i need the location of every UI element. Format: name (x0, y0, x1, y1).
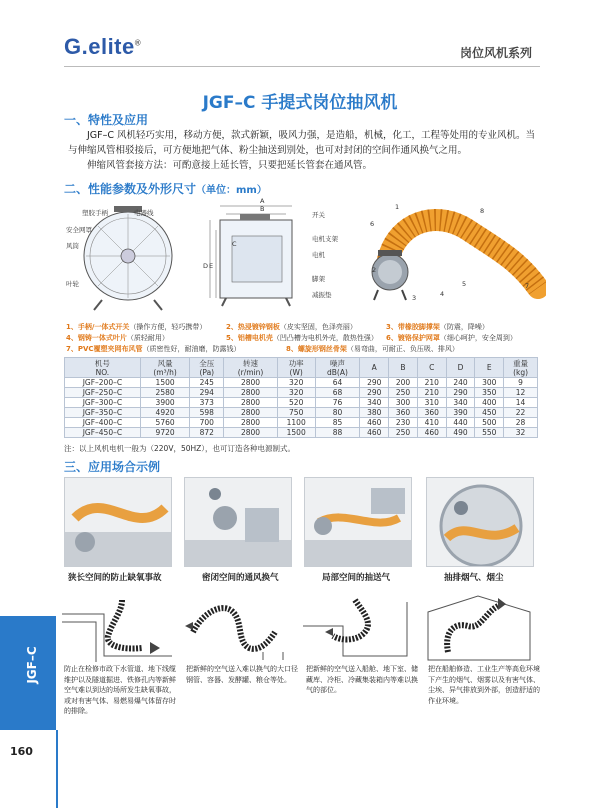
table-cell: 598 (190, 408, 224, 418)
table-cell: 290 (446, 388, 475, 398)
brand-logo: G.elite® (64, 34, 142, 59)
table-cell: 22 (504, 408, 538, 418)
feature-item: 7、PVC覆塑夹网布风管（质密性好，耐油磨，防露钱） (66, 345, 241, 353)
table-cell: 2580 (140, 388, 190, 398)
table-cell: 1100 (277, 418, 315, 428)
label-motor-bracket: 电机支架 (312, 235, 338, 243)
photo-label-2: 2 (372, 266, 377, 274)
feature-item: 4、钢铸一体式叶片（质轻耐用） (66, 334, 169, 342)
table-cell: 14 (504, 398, 538, 408)
photo-label-6: 6 (370, 220, 375, 228)
table-row (65, 428, 538, 438)
section-heading-features: 一、特性及应用 (64, 113, 149, 127)
table-cell: 872 (190, 428, 224, 438)
table-cell: 2800 (224, 398, 278, 408)
table-cell: 450 (475, 408, 504, 418)
header-divider (64, 66, 540, 67)
table-row (65, 408, 538, 418)
app-caption-3: 局部空间的抽送气 (322, 573, 391, 583)
table-cell: 320 (277, 378, 315, 388)
table-cell: 250 (389, 428, 418, 438)
table-cell: 1500 (140, 378, 190, 388)
table-cell: 460 (360, 428, 389, 438)
table-cell: 85 (315, 418, 360, 428)
table-cell: 1500 (277, 428, 315, 438)
table-cell: 9720 (140, 428, 190, 438)
table-row (65, 388, 538, 398)
table-cell: 373 (190, 398, 224, 408)
page-title: JGF–C 手提式岗位抽风机 (202, 93, 398, 113)
dim-a: A (260, 197, 265, 205)
photo-label-1: 1 (395, 203, 400, 211)
footer-divider (56, 730, 58, 808)
table-cell: 68 (315, 388, 360, 398)
table-cell: 76 (315, 398, 360, 408)
table-cell: 2800 (224, 388, 278, 398)
table-cell: 340 (446, 398, 475, 408)
table-row (65, 398, 538, 408)
table-cell: JGF–250–C (65, 388, 141, 398)
table-cell: 300 (475, 378, 504, 388)
table-cell: 360 (389, 408, 418, 418)
table-cell: 2800 (224, 378, 278, 388)
col-header: 转速 (r/min) (224, 358, 278, 378)
table-cell: 290 (360, 388, 389, 398)
col-header: C (417, 358, 446, 378)
table-cell: 200 (389, 378, 418, 388)
feature-row (66, 322, 546, 333)
col-header: D (446, 358, 475, 378)
table-cell: JGF–350–C (65, 408, 141, 418)
page-number: 160 (10, 745, 33, 758)
app-diagram-3 (303, 592, 413, 662)
section-heading-applications: 三、应用场合示例 (64, 460, 161, 474)
app-description-4: 把在船舶修造、工业生产等高危环境下产生的烟气、烟雾以及有害气体、尘埃、异气排放到外部，创造舒适的作业环境。 (428, 665, 540, 705)
label-damper: 减振垫 (312, 291, 332, 299)
table-cell: 210 (417, 378, 446, 388)
label-duct: 风筒 (66, 242, 79, 250)
product-photo (368, 200, 546, 310)
feature-row (66, 344, 546, 355)
col-header: A (360, 358, 389, 378)
col-header: 机号 NO. (65, 358, 141, 378)
table-cell: JGF–200–C (65, 378, 141, 388)
table-cell: 294 (190, 388, 224, 398)
app-photo-3 (304, 477, 412, 567)
photo-label-3: 3 (412, 294, 417, 302)
table-cell: 700 (190, 418, 224, 428)
table-cell: 500 (475, 418, 504, 428)
dim-d: D (203, 262, 209, 270)
table-header-row (65, 358, 538, 378)
label-stand: 脚架 (312, 275, 325, 283)
label-impeller: 叶轮 (66, 280, 79, 288)
app-description-3: 把新鲜的空气送入船舱、地下室、储藏库、冷柜、冷藏集装箱内等难以换气的部位。 (306, 665, 418, 694)
table-body (65, 378, 538, 438)
table-cell: 245 (190, 378, 224, 388)
table-cell: 2800 (224, 428, 278, 438)
table-cell: 9 (504, 378, 538, 388)
photo-label-8: 8 (480, 207, 485, 215)
spec-table (64, 357, 538, 438)
table-cell: JGF–400–C (65, 418, 141, 428)
app-caption-1: 狭长空间的防止缺氧事故 (68, 573, 162, 583)
table-cell: 3900 (140, 398, 190, 408)
table-cell: 2800 (224, 418, 278, 428)
table-cell: 230 (389, 418, 418, 428)
table-cell: 350 (475, 388, 504, 398)
table-cell: 300 (389, 398, 418, 408)
dim-e: E (209, 262, 214, 270)
table-cell: 550 (475, 428, 504, 438)
table-cell: 460 (360, 418, 389, 428)
photo-label-5: 5 (462, 280, 467, 288)
app-diagram-4 (424, 592, 534, 662)
col-header: 噪声 dB(A) (315, 358, 360, 378)
col-header: E (475, 358, 504, 378)
series-title: 岗位风机系列 (459, 46, 532, 60)
table-cell: 28 (504, 418, 538, 428)
feature-list (66, 322, 546, 355)
app-diagram-1 (62, 592, 172, 662)
table-cell: 460 (417, 428, 446, 438)
feature-item: 2、热浸镀锌钢板（皮实坚固，色泽亮丽） (226, 323, 357, 331)
label-handle: 塑胶手柄 (82, 209, 108, 217)
table-cell: JGF–300–C (65, 398, 141, 408)
col-header: 功率 (W) (277, 358, 315, 378)
table-cell: 80 (315, 408, 360, 418)
col-header: B (389, 358, 418, 378)
col-header: 风量 (m³/h) (140, 358, 190, 378)
feature-item: 5、铝槽电机壳（凹凸槽为电机外壳，散热性强） (226, 334, 378, 342)
label-motor: 电机 (312, 251, 325, 259)
feature-item: 3、带橡胶脚撑架（防震，降噪） (386, 323, 489, 331)
table-note: 注：以上风机电机一般为（220V，50HZ），也可订造各种电源制式。 (64, 444, 296, 453)
table-cell: 360 (417, 408, 446, 418)
app-caption-4: 抽排烟气、烟尘 (444, 573, 504, 583)
app-caption-2: 密闭空间的通风换气 (202, 573, 279, 583)
feature-row (66, 333, 546, 344)
table-cell: 340 (360, 398, 389, 408)
table-cell: 250 (389, 388, 418, 398)
table-cell: 490 (446, 428, 475, 438)
table-cell: 2800 (224, 408, 278, 418)
table-row (65, 418, 538, 428)
table-cell: 4920 (140, 408, 190, 418)
label-guard: 安全网罩 (66, 226, 92, 234)
table-cell: 390 (446, 408, 475, 418)
table-cell: 32 (504, 428, 538, 438)
app-description-2: 把新鲜的空气送入难以换气的大口径钢管、容器、发酵罐、粮仓等处。 (186, 665, 298, 684)
app-diagram-2 (183, 592, 293, 662)
table-cell: 440 (446, 418, 475, 428)
photo-label-4: 4 (440, 290, 445, 298)
feature-item: 8、螺旋形钢丝骨架（易弯曲，可耐正、负压吸、排风） (286, 345, 459, 353)
table-cell: 88 (315, 428, 360, 438)
table-cell: 240 (446, 378, 475, 388)
dim-c: C (232, 240, 237, 248)
feature-item: 1、手柄/一体式开关（操作方便，轻巧携带） (66, 323, 207, 331)
features-paragraph: JGF–C 风机轻巧实用，移动方便，款式新颖，吸风力强，是造船，机械，化工，工程等处用的专业风机。当与伸缩风管相驳接后，可方便地把气体、粉尘抽送到别处，也可对封闭的空间作通风换气之用。 伸缩风管套接方法：可酌意接上延长管，只要把延长管套在通风管。 (68, 130, 536, 171)
col-header: 全压 (Pa) (190, 358, 224, 378)
table-cell: 520 (277, 398, 315, 408)
side-tab: JGF–C (0, 616, 56, 730)
feature-item: 6、镀铬保护网罩（细心呵护，安全周到） (386, 334, 517, 342)
section-heading-params: 二、性能参数及外形尺寸（单位：mm） (64, 182, 267, 196)
table-cell: 64 (315, 378, 360, 388)
table-cell: 320 (277, 388, 315, 398)
table-cell: 400 (475, 398, 504, 408)
table-cell: 12 (504, 388, 538, 398)
table-cell: 310 (417, 398, 446, 408)
col-header: 重量 (kg) (504, 358, 538, 378)
table-cell: 210 (417, 388, 446, 398)
app-description-1: 防止在检修市政下水管道、地下线缆维护以及隧道掘进、铁修孔内等新鲜空气难以到达的场所发生缺氧事故，或对有害气体、易燃易爆气体留存时的排除。 (64, 665, 176, 715)
table-cell: JGF–450–C (65, 428, 141, 438)
photo-label-7: 7 (525, 282, 530, 290)
dim-b: B (260, 205, 265, 213)
table-cell: 380 (360, 408, 389, 418)
app-photo-2 (184, 477, 292, 567)
label-cable: 电器线 (134, 209, 154, 217)
app-photo-4 (426, 477, 534, 567)
table-cell: 750 (277, 408, 315, 418)
table-cell: 290 (360, 378, 389, 388)
app-photo-1 (64, 477, 172, 567)
label-switch: 开关 (312, 211, 325, 219)
table-cell: 410 (417, 418, 446, 428)
table-row (65, 378, 538, 388)
table-cell: 5760 (140, 418, 190, 428)
side-view-drawing (196, 200, 316, 312)
